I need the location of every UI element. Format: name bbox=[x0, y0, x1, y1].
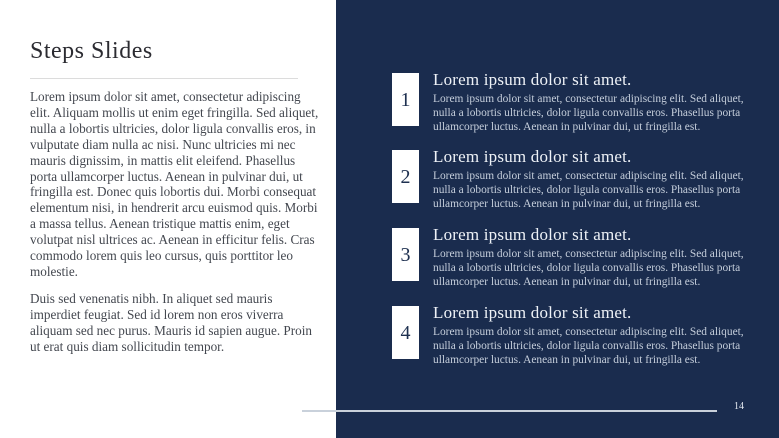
step-body: Lorem ipsum dolor sit amet, consectetur adipiscing elit. Sed aliquet, nulla a lobortis ultricies, dolor ligula convallis eros. Phasellus porta ullamcorper luctus. Aenean in pulvinar dui, ut fringilla est. bbox=[433, 326, 744, 367]
step-number-box bbox=[392, 306, 419, 359]
step-item-2 bbox=[392, 147, 758, 212]
step-body: Lorem ipsum dolor sit amet, consectetur adipiscing elit. Sed aliquet, nulla a lobortis ultricies, dolor ligula convallis eros. Phasellus porta ullamcorper luctus. Aenean in pulvinar dui, ut fringilla est. bbox=[433, 170, 744, 211]
page-number: 14 bbox=[734, 401, 744, 412]
step-text bbox=[433, 147, 758, 212]
step-number: 4 bbox=[400, 321, 411, 344]
step-text bbox=[433, 303, 758, 368]
step-number: 2 bbox=[400, 165, 411, 188]
step-heading: Lorem ipsum dolor sit amet. bbox=[433, 225, 632, 244]
title-divider bbox=[30, 78, 298, 79]
step-number: 3 bbox=[400, 243, 411, 266]
step-text bbox=[433, 70, 758, 135]
step-number-box bbox=[392, 228, 419, 281]
step-item-1 bbox=[392, 70, 758, 135]
step-number-box bbox=[392, 150, 419, 203]
right-navy-panel bbox=[336, 0, 779, 438]
step-heading: Lorem ipsum dolor sit amet. bbox=[433, 70, 632, 89]
footer-divider-line bbox=[302, 410, 717, 412]
step-number-box bbox=[392, 73, 419, 126]
step-body: Lorem ipsum dolor sit amet, consectetur adipiscing elit. Sed aliquet, nulla a lobortis ultricies, dolor ligula convallis eros. Phasellus porta ullamcorper luctus. Aenean in pulvinar dui, ut fringilla est. bbox=[433, 93, 744, 134]
slide-title: Steps Slides bbox=[30, 38, 153, 64]
step-item-4 bbox=[392, 303, 758, 368]
slide-body-text bbox=[30, 89, 319, 355]
body-paragraph: Lorem ipsum dolor sit amet, consectetur adipiscing elit. Aliquam mollis ut enim eget fringilla. Sed aliquet, nulla a lobortis ultricies, dolor ligula convallis eros, in vulputate diam nulla ac nisi. Nunc ultricies mi nec mauris dignissim, in mattis elit eleifend. Phasellus porta ullamcorper luctus. Aenean in pulvinar dui, ut fringilla est. Donec quis lobortis dui. Morbi consequat elementum nisi, in hendrerit arcu euismod quis. Morbi a massa tellus. Aenean tristique mattis enim, eget volutpat nisl ultrices ac. Aenean in efficitur felis. Cras commodo lorem quis leo cursus, quis porttitor leo molestie. bbox=[30, 89, 319, 279]
step-heading: Lorem ipsum dolor sit amet. bbox=[433, 147, 632, 166]
step-text bbox=[433, 225, 758, 290]
step-heading: Lorem ipsum dolor sit amet. bbox=[433, 303, 632, 322]
body-paragraph: Duis sed venenatis nibh. In aliquet sed mauris imperdiet feugiat. Sed id lorem non eros viverra aliquam sed nec purus. Mauris id sapien augue. Proin ut erat quis diam sollicitudin tempor. bbox=[30, 290, 313, 354]
step-number: 1 bbox=[400, 88, 411, 111]
step-body: Lorem ipsum dolor sit amet, consectetur adipiscing elit. Sed aliquet, nulla a lobortis ultricies, dolor ligula convallis eros. Phasellus porta ullamcorper luctus. Aenean in pulvinar dui, ut fringilla est. bbox=[433, 248, 744, 289]
step-item-3 bbox=[392, 225, 758, 290]
